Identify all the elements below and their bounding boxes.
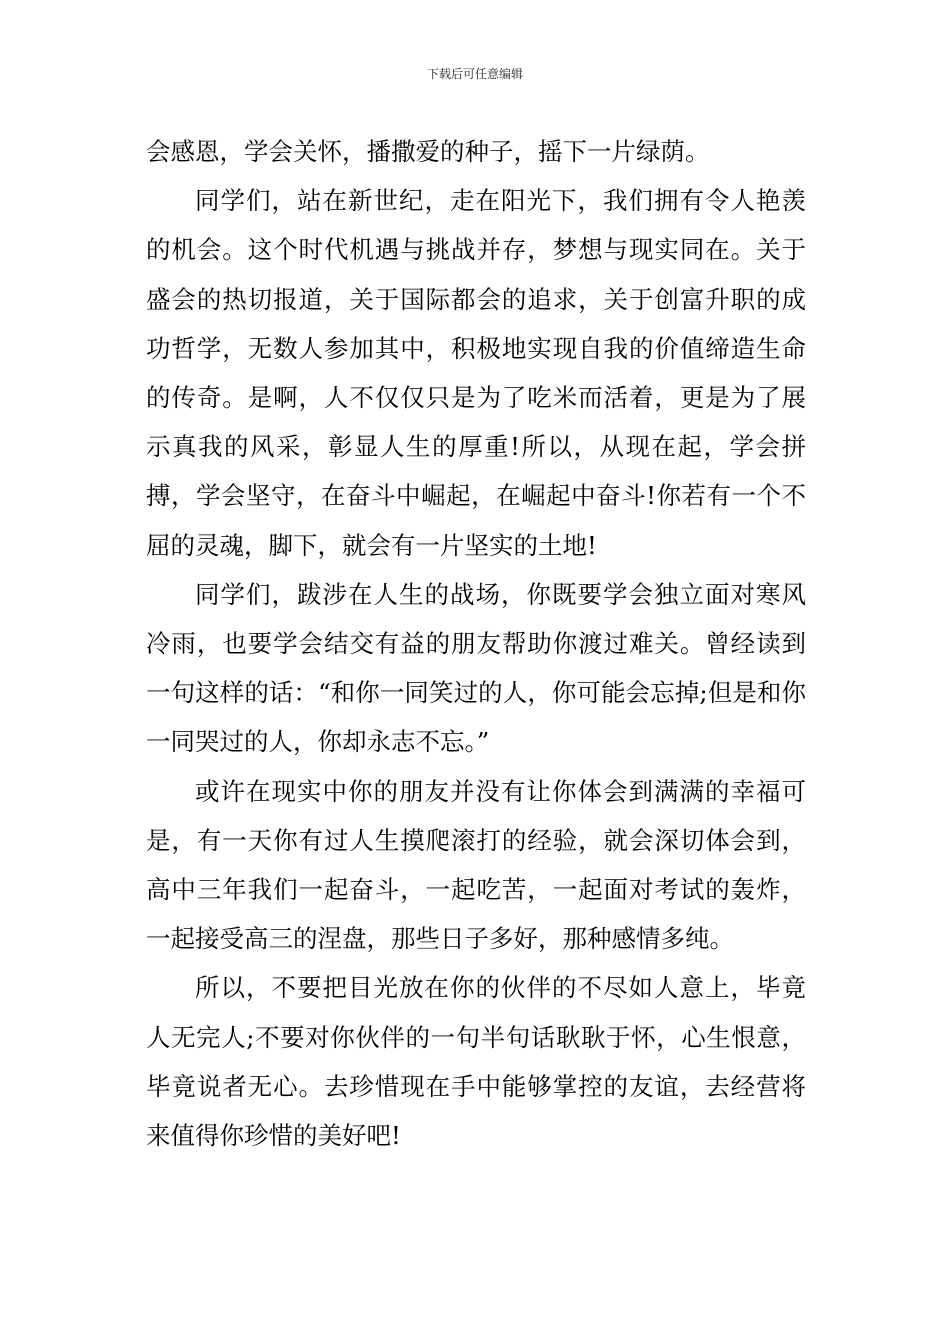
paragraph-3: 同学们，跋涉在人生的战场，你既要学会独立面对寒风冷雨，也要学会结交有益的朋友帮助你渡过难关。曾经读到一句这样的话：“和你一同笑过的人，你可能会忘掉;但是和你一同哭过的人，你却永志不忘。” bbox=[146, 579, 806, 757]
document-body bbox=[146, 127, 806, 1160]
paragraph-4: 或许在现实中你的朋友并没有让你体会到满满的幸福可是，有一天你有过人生摸爬滚打的经验，就会深切体会到，高中三年我们一起奋斗，一起吃苦，一起面对考试的轰炸，一起接受高三的涅盘，那些日子多好，那种感情多纯。 bbox=[146, 776, 806, 954]
page-header: 下载后可任意编辑 bbox=[426, 67, 523, 81]
paragraph-2: 同学们，站在新世纪，走在阳光下，我们拥有令人艳羡的机会。这个时代机遇与挑战并存，梦想与现实同在。关于盛会的热切报道，关于国际都会的追求，关于创富升职的成功哲学，无数人参加其中，积极地实现自我的价值缔造生命的传奇。是啊，人不仅仅只是为了吃米而活着，更是为了展示真我的风采，彰显人生的厚重!所以，从现在起，学会拼搏，学会坚守，在奋斗中崛起，在崛起中奋斗!你若有一个不屈的灵魂，脚下，就会有一片坚实的土地! bbox=[146, 186, 806, 560]
paragraph-1: 会感恩，学会关怀，播撒爱的种子，摇下一片绿荫。 bbox=[146, 137, 710, 166]
paragraph-5: 所以，不要把目光放在你的伙伴的不尽如人意上，毕竟人无完人;不要对你伙伴的一句半句话耿耿于怀，心生恨意，毕竟说者无心。去珍惜现在手中能够掌控的友谊，去经营将来值得你珍惜的美好吧! bbox=[146, 973, 806, 1151]
